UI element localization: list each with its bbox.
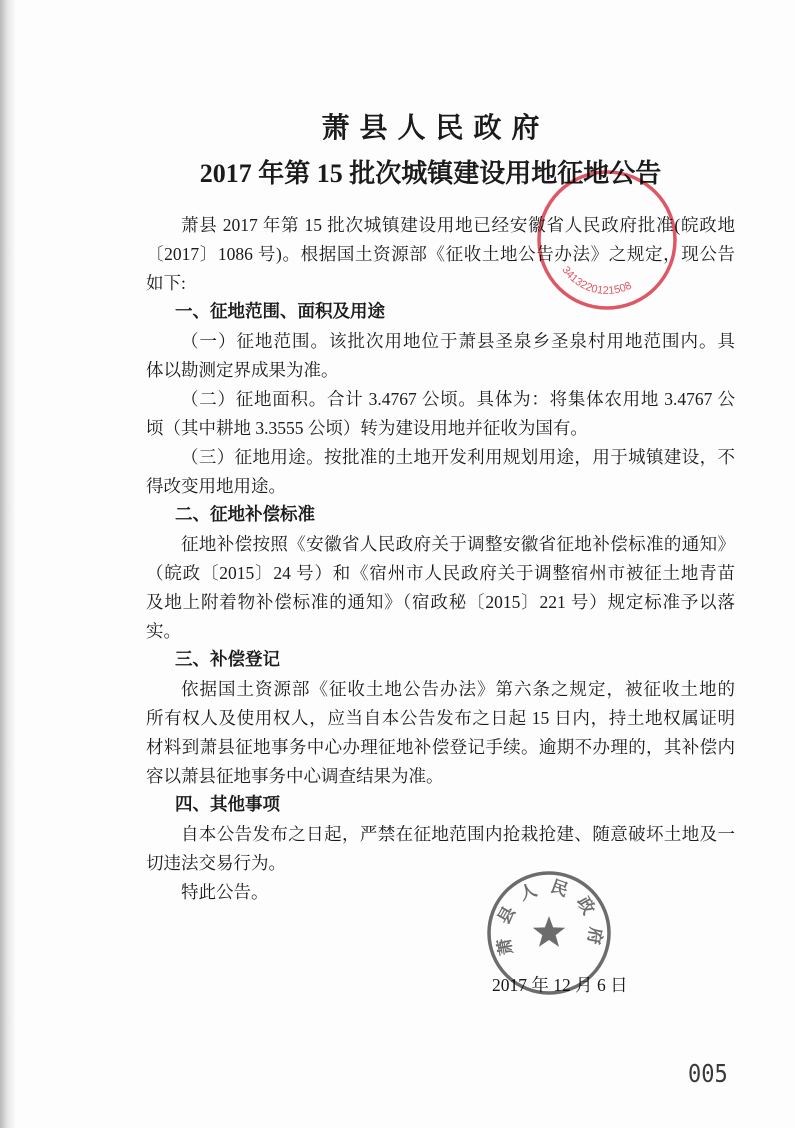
text-line: 切违法交易行为。 bbox=[146, 853, 286, 873]
notice-title: 2017 年第 15 批次城镇建设用地征地公告 bbox=[199, 159, 662, 188]
section-other-matters bbox=[146, 791, 735, 878]
star-icon bbox=[533, 916, 565, 947]
text-line: （三）征地用途。按批准的土地开发利用规划用途，用于城镇建设，不 bbox=[181, 447, 735, 467]
text-line: 所有权人及使用权人，应当自本公告发布之日起 15 日内，持土地权属证明 bbox=[146, 708, 735, 728]
text-line: 得改变用地用途。 bbox=[146, 476, 286, 496]
section-land-scope bbox=[146, 298, 735, 501]
text-line: 〔2017〕1086 号)。根据国土资源部《征收土地公告办法》之规定，现公告 bbox=[146, 244, 735, 264]
issuer-title: 萧县人民政府 bbox=[321, 113, 550, 144]
paragraph-land-area bbox=[146, 385, 735, 443]
text-line: 及地上附着物补偿标准的通知》（宿政秘〔2015〕221 号）规定标准予以落 bbox=[146, 592, 735, 612]
text-line: （皖政〔2015〕24 号）和《宿州市人民政府关于调整宿州市被征土地青苗 bbox=[146, 563, 735, 583]
seal-lettering: 3413220121508 bbox=[559, 264, 634, 298]
text-line: 如下: bbox=[146, 273, 186, 293]
scan-edge-shadow bbox=[0, 0, 16, 1128]
issue-date: 2017 年 12 月 6 日 bbox=[492, 975, 628, 995]
closing-statement: 特此公告。 bbox=[181, 882, 269, 902]
paragraph-land-range bbox=[146, 327, 735, 385]
paragraph-registration bbox=[146, 675, 735, 791]
text-line: （二）征地面积。合计 3.4767 公顷。具体为：将集体农用地 3.4767 公 bbox=[181, 389, 735, 409]
text-line: 材料到萧县征地事务中心办理征地补偿登记手续。逾期不办理的，其补偿内 bbox=[146, 737, 735, 757]
text-line: 顷（其中耕地 3.3555 公顷）转为建设用地并征收为国有。 bbox=[146, 418, 588, 438]
text-line: 体以勘测定界成果为准。 bbox=[146, 360, 339, 380]
text-line: （一）征地范围。该批次用地位于萧县圣泉乡圣泉村用地范围内。具 bbox=[181, 331, 735, 351]
text-line: 自本公告发布之日起，严禁在征地范围内抢栽抢建、随意破坏土地及一 bbox=[181, 824, 735, 844]
section-compensation-registration bbox=[146, 646, 735, 791]
text-line: 容以萧县征地事务中心调查结果为准。 bbox=[146, 766, 444, 786]
government-seal bbox=[484, 868, 614, 998]
text-line: 萧县 2017 年第 15 批次城镇建设用地已经安徽省人民政府批准(皖政地 bbox=[181, 215, 735, 235]
section-heading: 二、征地补偿标准 bbox=[175, 505, 315, 525]
seal-lettering: 萧县人民政府 bbox=[492, 876, 606, 957]
seal-number-text bbox=[559, 264, 633, 297]
section-heading: 一、征地范围、面积及用途 bbox=[175, 302, 385, 322]
text-line: 实。 bbox=[146, 621, 181, 641]
paragraph-compensation-standard bbox=[146, 530, 735, 646]
section-heading: 四、其他事项 bbox=[175, 795, 280, 815]
section-heading: 三、补偿登记 bbox=[175, 650, 280, 670]
paragraph-land-use bbox=[146, 443, 735, 501]
text-line: 依据国土资源部《征收土地公告办法》第六条之规定，被征收土地的 bbox=[181, 679, 735, 699]
text-line: 征地补偿按照《安徽省人民政府关于调整安徽省征地补偿标准的通知》 bbox=[181, 534, 735, 554]
paragraph-other-matters bbox=[146, 820, 735, 878]
page-number: 005 bbox=[688, 1060, 728, 1089]
land-bureau-seal bbox=[535, 168, 679, 312]
section-compensation-standard bbox=[146, 501, 735, 646]
document-body bbox=[146, 211, 735, 907]
